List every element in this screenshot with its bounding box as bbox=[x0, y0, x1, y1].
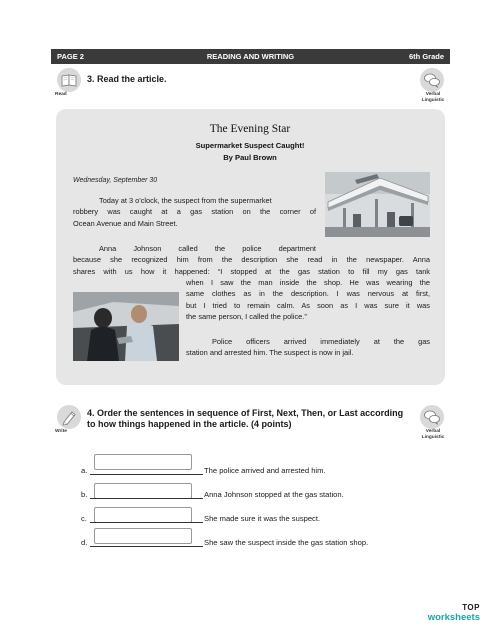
order-answer-line bbox=[90, 522, 203, 523]
article-title: The Evening Star bbox=[209, 123, 291, 135]
p2-wrap-line-1: when I saw the man inside the shop. He was wearing the bbox=[186, 278, 430, 287]
header-bar bbox=[51, 49, 450, 64]
order-answer-line bbox=[90, 546, 203, 547]
read-icon-label: Read bbox=[55, 92, 67, 97]
question-4-title bbox=[87, 408, 417, 430]
logo-top-text: TOP bbox=[462, 603, 480, 612]
p1-line-3: Ocean Avenue and Main Street. bbox=[73, 218, 178, 228]
p2-wrap-line-2: same clothes as in the description. I was nervous at first, bbox=[186, 289, 430, 299]
paragraph-2-continued bbox=[186, 277, 430, 322]
question-4-title-line-1: 4. Order the sentences in sequence of First, Next, Then, or Last according bbox=[87, 408, 404, 418]
linguistic-label: Linguistic bbox=[421, 97, 445, 103]
linguistic-label-2: Linguistic bbox=[421, 434, 445, 440]
article-byline: By Paul Brown bbox=[223, 153, 277, 162]
order-answer-box-d[interactable] bbox=[94, 528, 192, 544]
gas-station-photo bbox=[325, 172, 430, 237]
logo-bottom-text: worksheets bbox=[427, 612, 480, 623]
p2-line-2: because she recognized him from the description she read in the newspaper. Anna bbox=[73, 255, 430, 265]
article-date: Wednesday, September 30 bbox=[73, 177, 158, 184]
order-item-text: The police arrived and arrested him. bbox=[204, 466, 326, 475]
p2-line-3: shares with us how it happened: “I stopped at the gas station to fill my gas tank bbox=[73, 266, 430, 276]
order-item-text: She saw the suspect inside the gas station shop. bbox=[204, 538, 369, 547]
page-number: PAGE 2 bbox=[57, 52, 84, 61]
order-item-text: Anna Johnson stopped at the gas station. bbox=[204, 490, 344, 499]
verbal-linguistic-label bbox=[418, 92, 448, 103]
article-subtitle: Supermarket Suspect Caught! bbox=[195, 141, 305, 150]
order-answer-line bbox=[90, 498, 203, 499]
order-item-letter: b. bbox=[81, 490, 88, 499]
section-title: READING AND WRITING bbox=[206, 52, 295, 61]
p2-wrap-line-3: but I tried to remain calm. As soon as I was sure it was bbox=[186, 300, 430, 310]
p1-line-2: robbery was caught at a gas station on the corner of bbox=[73, 207, 316, 217]
p2-wrap-line-4: the same person, I called the police.” bbox=[186, 311, 307, 321]
paragraph-2 bbox=[73, 243, 430, 277]
paragraph-1 bbox=[73, 195, 316, 229]
p3-line-2: station and arrested him. The suspect is now in jail. bbox=[186, 348, 354, 358]
read-book-icon bbox=[57, 68, 81, 92]
order-item-letter: c. bbox=[81, 514, 87, 523]
order-answer-line bbox=[90, 474, 203, 475]
order-item-letter: a. bbox=[81, 466, 88, 475]
grade-label: 6th Grade bbox=[408, 52, 444, 61]
paragraph-3 bbox=[186, 336, 430, 359]
p3-line-1: Police officers arrived immediately at the gas bbox=[212, 337, 430, 346]
verbal-label: Verbal bbox=[425, 92, 441, 97]
verbal-linguistic-label-2 bbox=[418, 429, 448, 440]
order-item-text: She made sure it was the suspect. bbox=[204, 514, 321, 523]
p2-line-1: Anna Johnson called the police department bbox=[99, 244, 316, 253]
p1-line-1: Today at 3 o'clock, the suspect from the supermarket bbox=[99, 196, 272, 205]
order-answer-box-a[interactable] bbox=[94, 454, 192, 470]
verbal-label-2: Verbal bbox=[425, 429, 441, 434]
speech-bubbles-icon-2 bbox=[420, 405, 444, 429]
arrest-photo bbox=[73, 292, 179, 361]
order-answer-box-c[interactable] bbox=[94, 507, 192, 523]
topworksheets-logo bbox=[428, 603, 480, 623]
write-pencil-icon bbox=[57, 405, 81, 429]
order-answer-box-b[interactable] bbox=[94, 483, 192, 499]
order-item-letter: d. bbox=[81, 538, 88, 547]
question-3-title: 3. Read the article. bbox=[87, 74, 167, 84]
write-icon-label: Write bbox=[55, 429, 67, 434]
speech-bubbles-icon bbox=[420, 68, 444, 92]
question-4-title-line-2: to how things happened in the article. (4 points) bbox=[87, 419, 292, 429]
